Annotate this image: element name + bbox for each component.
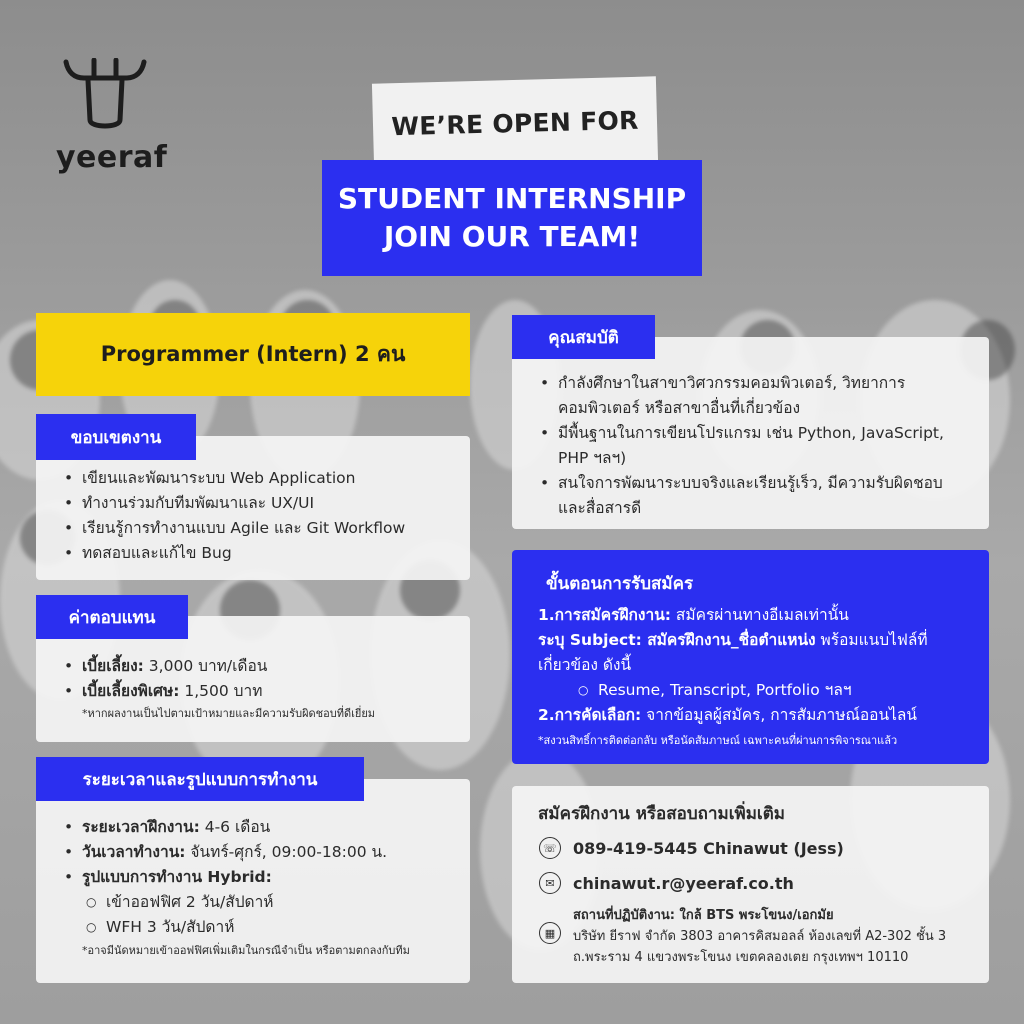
apply-step-1: 1.การสมัครฝึกงาน: สมัครผ่านทางอีเมลเท่านั้น — [538, 606, 849, 624]
scope-label: ขอบเขตงาน — [36, 414, 196, 460]
internship-line-1: STUDENT INTERNSHIP — [337, 182, 687, 215]
qualifications-list — [538, 371, 968, 521]
position-banner — [36, 313, 470, 396]
giraffe-logo-icon — [60, 58, 150, 134]
hybrid-sublist — [86, 890, 274, 940]
building-icon: ▦ — [539, 922, 561, 944]
email-address[interactable]: chinawut.r@yeeraf.co.th — [573, 873, 794, 893]
list-item: • ทำงานร่วมกับทีมพัฒนาและ UX/UI — [62, 491, 405, 516]
internship-banner — [322, 160, 702, 276]
schedule-card — [36, 779, 470, 983]
brand-name: yeeraf — [56, 140, 168, 175]
apply-subject: ระบุ Subject: สมัครฝึกงาน_ชื่อตำแหน่ง พร้อมแนบไฟล์ที่เกี่ยวข้อง ดังนี้ — [538, 631, 928, 674]
list-item: • ทดสอบและแก้ไข Bug — [62, 541, 405, 566]
phone-row[interactable] — [539, 837, 844, 859]
list-item: • รูปแบบการทำงาน Hybrid: — [62, 865, 387, 890]
qualifications-card — [512, 337, 989, 529]
contact-card — [512, 786, 989, 983]
office-address: บริษัท ยีราฟ จำกัด 3803 อาคารคิสมอลล์ ห้องเลขที่ A2-302 ชั้น 3 ถ.พระราม 4 แขวงพระโขนง เขตคลองเตย กรุงเทพฯ 10110 — [573, 929, 947, 965]
open-for-text: WE’RE OPEN FOR — [391, 105, 639, 141]
list-item: ○ Resume, Transcript, Portfolio ฯลฯ — [578, 678, 978, 703]
schedule-label: ระยะเวลาและรูปแบบการทำงาน — [36, 757, 364, 801]
list-item: • เบี้ยเลี้ยงพิเศษ: 1,500 บาท — [62, 679, 267, 704]
compensation-label: ค่าตอบแทน — [36, 595, 188, 639]
phone-icon: ☏ — [539, 837, 561, 859]
list-item: • เรียนรู้การทำงานแบบ Agile และ Git Workflow — [62, 516, 405, 541]
list-item: ○ เข้าออฟฟิศ 2 วัน/สัปดาห์ — [86, 890, 274, 915]
email-icon: ✉ — [539, 872, 561, 894]
position-title: Programmer (Intern) 2 คน — [100, 342, 406, 366]
list-item: • เบี้ยเลี้ยง: 3,000 บาท/เดือน — [62, 654, 267, 679]
list-item: • เขียนและพัฒนาระบบ Web Application — [62, 466, 405, 491]
list-item: • วันเวลาทำงาน: จันทร์-ศุกร์, 09:00-18:00 น. — [62, 840, 387, 865]
compensation-note: *หากผลงานเป็นไปตามเป้าหมายและมีความรับผิดชอบที่ดีเยี่ยม — [82, 707, 376, 720]
list-item: • ระยะเวลาฝึกงาน: 4-6 เดือน — [62, 815, 387, 840]
office-row — [539, 906, 983, 968]
qualifications-label: คุณสมบัติ — [512, 315, 655, 359]
list-item: • สนใจการพัฒนาระบบจริงและเรียนรู้เร็ว, มีความรับผิดชอบ และสื่อสารดี — [538, 471, 968, 521]
apply-note: *สงวนสิทธิ์การติดต่อกลับ หรือนัดสัมภาษณ์ เฉพาะคนที่ผ่านการพิจารณาแล้ว — [538, 734, 898, 747]
list-item: • กำลังศึกษาในสาขาวิศวกรรมคอมพิวเตอร์, วิทยาการคอมพิวเตอร์ หรือสาขาอื่นที่เกี่ยวข้อง — [538, 371, 968, 421]
apply-steps — [538, 603, 978, 728]
office-title: สถานที่ปฏิบัติงาน: ใกล้ BTS พระโขนง/เอกมัย — [573, 908, 834, 923]
schedule-list — [62, 815, 387, 890]
open-for-tag — [372, 76, 658, 169]
brand-logo — [56, 58, 168, 175]
apply-files-list — [578, 678, 978, 703]
phone-number[interactable]: 089-419-5445 Chinawut (Jess) — [573, 838, 844, 858]
contact-title: สมัครฝึกงาน หรือสอบถามเพิ่มเติม — [538, 804, 785, 824]
apply-card — [512, 550, 989, 764]
internship-line-2: JOIN OUR TEAM! — [383, 220, 641, 253]
scope-list — [62, 466, 405, 566]
schedule-note: *อาจมีนัดหมายเข้าออฟฟิศเพิ่มเติมในกรณีจำเป็น หรือตามตกลงกับทีม — [82, 944, 410, 957]
apply-step-2: 2.การคัดเลือก: จากข้อมูลผู้สมัคร, การสัมภาษณ์ออนไลน์ — [538, 706, 917, 724]
list-item: • มีพื้นฐานในการเขียนโปรแกรม เช่น Python, JavaScript, PHP ฯลฯ) — [538, 421, 968, 471]
email-row[interactable] — [539, 872, 794, 894]
compensation-list — [62, 654, 267, 704]
apply-title: ขั้นตอนการรับสมัคร — [546, 574, 694, 594]
list-item: ○ WFH 3 วัน/สัปดาห์ — [86, 915, 274, 940]
